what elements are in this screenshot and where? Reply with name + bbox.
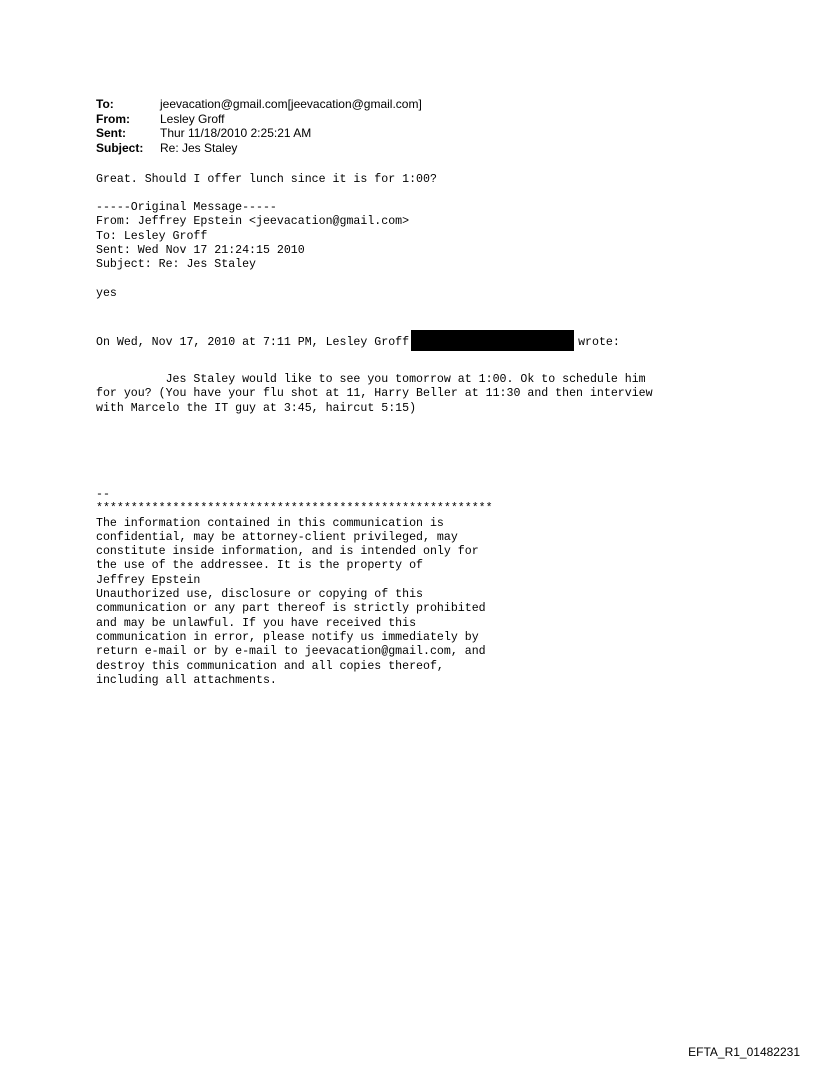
- to-label: To:: [96, 97, 114, 111]
- disclaimer-line: communication or any part thereof is strictly prohibited: [96, 602, 486, 616]
- disclaimer-line: The information contained in this communication is: [96, 516, 444, 530]
- to-value: jeevacation@gmail.com[jeevacation@gmail.com]: [160, 97, 422, 111]
- original-to: To: Lesley Groff: [96, 229, 208, 243]
- sent-row: [96, 126, 422, 141]
- disclaimer-line: Jeffrey Epstein: [96, 573, 201, 587]
- sent-value: Thur 11/18/2010 2:25:21 AM: [160, 126, 312, 140]
- original-subject: Subject: Re: Jes Staley: [96, 258, 257, 272]
- disclaimer-line: and may be unlawful. If you have received this: [96, 616, 417, 630]
- sent-label: Sent:: [96, 126, 126, 140]
- quote-intro: [96, 330, 620, 351]
- disclaimer-line: including all attachments.: [96, 673, 277, 687]
- disclaimer-line: confidential, may be attorney-client privileged, may: [96, 530, 458, 544]
- quoted-message: [96, 373, 653, 416]
- disclaimer-line: Unauthorized use, disclosure or copying of this: [96, 588, 423, 602]
- subject-row: [96, 141, 422, 156]
- subject-value: Re: Jes Staley: [160, 140, 238, 155]
- quoted-line-2: for you? (You have your flu shot at 11, Harry Beller at 11:30 and then interview: [96, 387, 653, 401]
- redaction-block: [411, 330, 574, 351]
- signature-stars: *********************************************************: [96, 502, 493, 516]
- quote-intro-text: On Wed, Nov 17, 2010 at 7:11 PM, Lesley Groff: [96, 336, 410, 349]
- original-message-block: [96, 201, 409, 272]
- original-divider: -----Original Message-----: [96, 201, 277, 214]
- reply-line: Great. Should I offer lunch since it is for 1:00?: [96, 173, 437, 186]
- disclaimer-line: destroy this communication and all copies thereof,: [96, 659, 444, 673]
- from-value: Lesley Groff: [160, 111, 225, 126]
- disclaimer-line: constitute inside information, and is intended only for: [96, 545, 479, 559]
- from-row: [96, 112, 422, 127]
- original-from: From: Jeffrey Epstein <jeevacation@gmail.com>: [96, 215, 410, 229]
- quoted-line-1: Jes Staley would like to see you tomorrow at 1:00. Ok to schedule him: [96, 373, 646, 386]
- signature-block: [96, 488, 493, 688]
- disclaimer-line: return e-mail or by e-mail to jeevacation@gmail.com, and: [96, 645, 486, 659]
- email-header: [96, 97, 422, 155]
- to-row: [96, 97, 422, 112]
- quoted-line-3: with Marcelo the IT guy at 3:45, haircut 5:15): [96, 401, 417, 415]
- disclaimer-line: communication in error, please notify us immediately by: [96, 630, 479, 644]
- disclaimer-line: the use of the addressee. It is the property of: [96, 559, 423, 573]
- original-sent: Sent: Wed Nov 17 21:24:15 2010: [96, 243, 305, 257]
- subject-label: Subject:: [96, 140, 144, 155]
- original-reply: yes: [96, 287, 117, 300]
- document-id: EFTA_R1_01482231: [688, 1045, 800, 1059]
- signature-dashes: --: [96, 488, 110, 501]
- quote-intro-wrote: wrote:: [578, 336, 620, 349]
- from-label: From:: [96, 111, 130, 126]
